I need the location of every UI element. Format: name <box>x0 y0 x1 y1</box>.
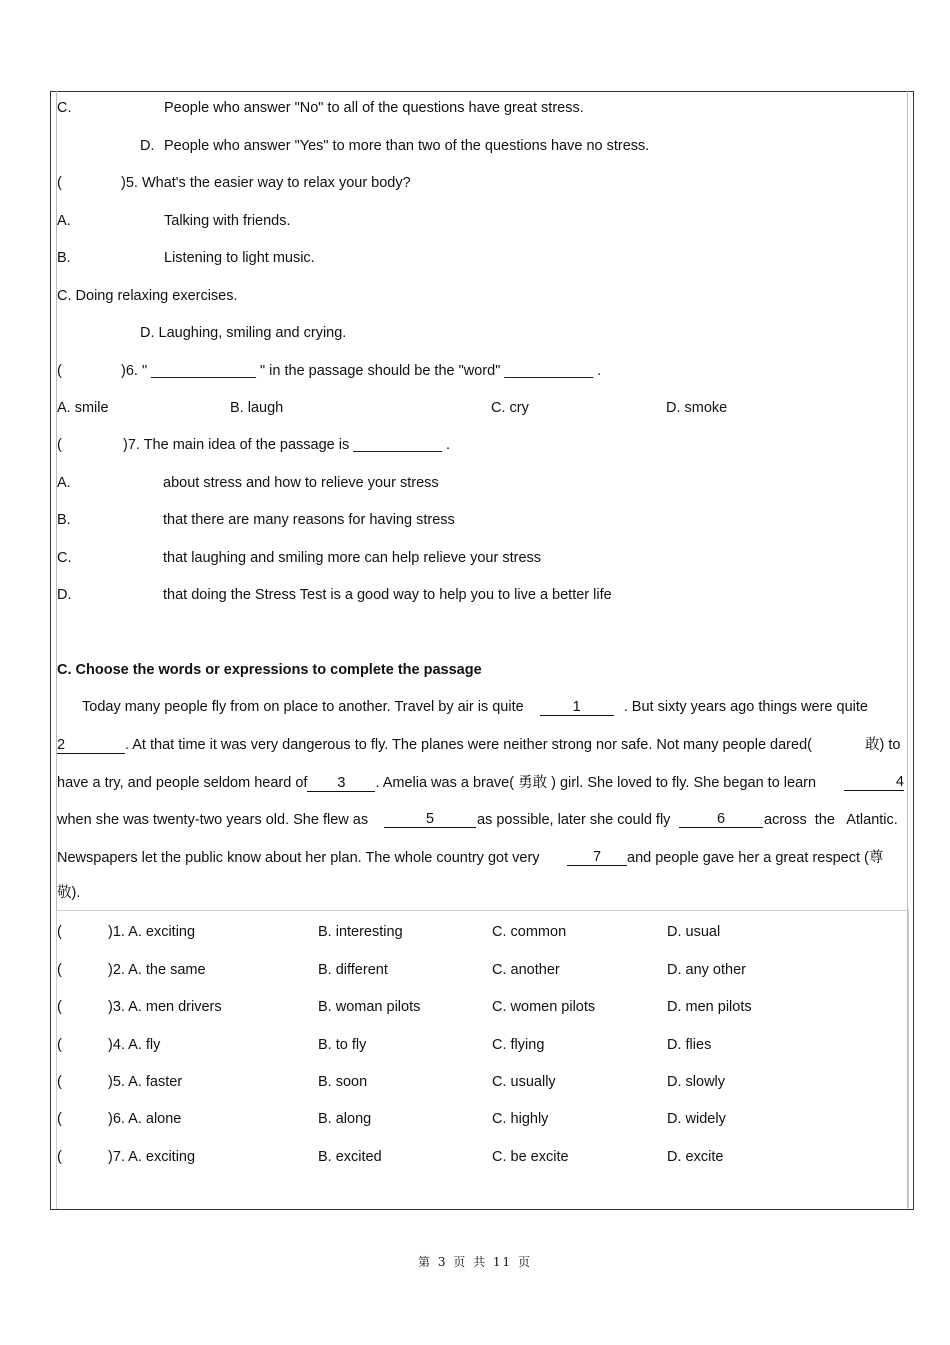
q6-option-d: D. smoke <box>666 400 728 416</box>
passage-text: have a try, and people seldom heard of <box>57 775 308 791</box>
question-option-b: B. along <box>318 1111 372 1127</box>
question-option-d: D. widely <box>667 1111 726 1127</box>
q6-option-b: B. laugh <box>230 400 284 416</box>
passage-line-1 <box>57 698 930 716</box>
passage-text: Today many people fly from on place to another. Travel by air is quite <box>82 699 524 715</box>
q5-option-b-letter: B. <box>57 250 71 266</box>
q4-option-c-text: People who answer "No" to all of the questions have great stress. <box>164 100 584 116</box>
q7-paren: ( <box>57 437 62 453</box>
question-option-a: )3. A. men drivers <box>108 999 222 1015</box>
q7-stem: )7. The main idea of the passage is ___________ . <box>123 437 451 453</box>
passage-text: across the Atlantic. <box>764 812 898 828</box>
q5-option-a-text: Talking with friends. <box>164 213 291 229</box>
passage-text: and people gave her a great respect (尊 <box>627 850 884 866</box>
q7-option-a-text: about stress and how to relieve your stress <box>163 475 439 491</box>
blank-3[interactable]: 3 <box>307 775 375 792</box>
q5-stem: )5. What's the easier way to relax your body? <box>121 175 411 191</box>
question-option-d: D. men pilots <box>667 999 752 1015</box>
q4-option-d-text: People who answer "Yes" to more than two of the questions have no stress. <box>164 138 650 154</box>
passage-line-2 <box>57 736 905 754</box>
q7-option-d-letter: D. <box>57 587 72 603</box>
q6-paren: ( <box>57 363 62 379</box>
passage-text: Newspapers let the public know about her plan. The whole country got very <box>57 850 540 866</box>
q4-option-c-letter: C. <box>57 100 72 116</box>
question-option-b: B. woman pilots <box>318 999 421 1015</box>
q6-stem: )6. " _____________ " in the passage should be the "word" ___________ . <box>121 363 602 379</box>
question-option-a: )6. A. alone <box>108 1111 182 1127</box>
question-option-c: C. another <box>492 962 560 978</box>
q5-option-b-text: Listening to light music. <box>164 250 315 266</box>
passage-text: . But sixty years ago things were quite <box>623 699 868 715</box>
question-option-b: B. excited <box>318 1149 382 1165</box>
question-option-c: C. usually <box>492 1074 556 1090</box>
question-option-c: C. common <box>492 924 567 940</box>
question-paren[interactable]: ( <box>57 962 62 978</box>
question-option-a: )5. A. faster <box>108 1074 183 1090</box>
passage-text: . At that time it was very dangerous to fly. The planes were neither strong nor safe. Not many people dared( <box>125 737 812 753</box>
passage-text: 敢) to <box>865 737 901 753</box>
question-option-c: C. women pilots <box>492 999 596 1015</box>
q5-option-d: D. Laughing, smiling and crying. <box>140 325 347 341</box>
passage-line-4 <box>57 811 905 829</box>
question-option-d: D. usual <box>667 924 721 940</box>
blank-2[interactable]: 2 <box>57 737 125 754</box>
q7-option-c-text: that laughing and smiling more can help relieve your stress <box>163 550 542 566</box>
question-option-b: B. interesting <box>318 924 403 940</box>
passage-text: . Amelia was a brave( 勇敢 ) girl. She loved to fly. She began to learn <box>375 775 817 791</box>
question-option-c: C. flying <box>492 1037 545 1053</box>
question-option-b: B. different <box>318 962 388 978</box>
q4-option-d-letter: D. <box>140 138 155 154</box>
question-option-d: D. flies <box>667 1037 712 1053</box>
question-option-a: )2. A. the same <box>108 962 206 978</box>
question-paren[interactable]: ( <box>57 1074 62 1090</box>
question-paren[interactable]: ( <box>57 1149 62 1165</box>
blank-5[interactable]: 5 <box>384 811 476 828</box>
passage-text: when she was twenty-two years old. She flew as <box>57 812 369 828</box>
blank-4[interactable]: 4 <box>844 774 904 791</box>
question-option-b: B. soon <box>318 1074 368 1090</box>
q5-option-c: C. Doing relaxing exercises. <box>57 288 238 304</box>
q7-option-a-letter: A. <box>57 475 71 491</box>
q7-option-d-text: that doing the Stress Test is a good way to help you to live a better life <box>163 587 612 603</box>
question-paren[interactable]: ( <box>57 1111 62 1127</box>
question-option-a: )1. A. exciting <box>108 924 196 940</box>
question-option-a: )7. A. exciting <box>108 1149 196 1165</box>
passage-line-3 <box>57 774 905 792</box>
passage-text: as possible, later she could fly <box>477 812 671 828</box>
question-paren[interactable]: ( <box>57 999 62 1015</box>
question-option-b: B. to fly <box>318 1037 367 1053</box>
question-option-c: C. highly <box>492 1111 549 1127</box>
passage-line-5 <box>57 849 905 867</box>
blank-6[interactable]: 6 <box>679 811 763 828</box>
question-paren[interactable]: ( <box>57 924 62 940</box>
q5-option-a-letter: A. <box>57 213 71 229</box>
question-option-d: D. excite <box>667 1149 724 1165</box>
blank-1[interactable]: 1 <box>540 699 614 716</box>
question-option-c: C. be excite <box>492 1149 569 1165</box>
passage-line-6 <box>57 884 905 902</box>
page-number: 第 3 页 共 11 页 <box>418 1255 532 1269</box>
q5-paren: ( <box>57 175 62 191</box>
q6-option-a: A. smile <box>57 400 109 416</box>
question-paren[interactable]: ( <box>57 1037 62 1053</box>
question-option-d: D. any other <box>667 962 746 978</box>
q7-option-b-text: that there are many reasons for having stress <box>163 512 455 528</box>
question-option-a: )4. A. fly <box>108 1037 161 1053</box>
q7-option-b-letter: B. <box>57 512 71 528</box>
passage-text: 敬). <box>57 885 81 901</box>
blank-7[interactable]: 7 <box>567 849 627 866</box>
section-c-heading: C. Choose the words or expressions to complete the passage <box>57 662 482 678</box>
q6-option-c: C. cry <box>491 400 529 416</box>
q7-option-c-letter: C. <box>57 550 72 566</box>
question-option-d: D. slowly <box>667 1074 726 1090</box>
